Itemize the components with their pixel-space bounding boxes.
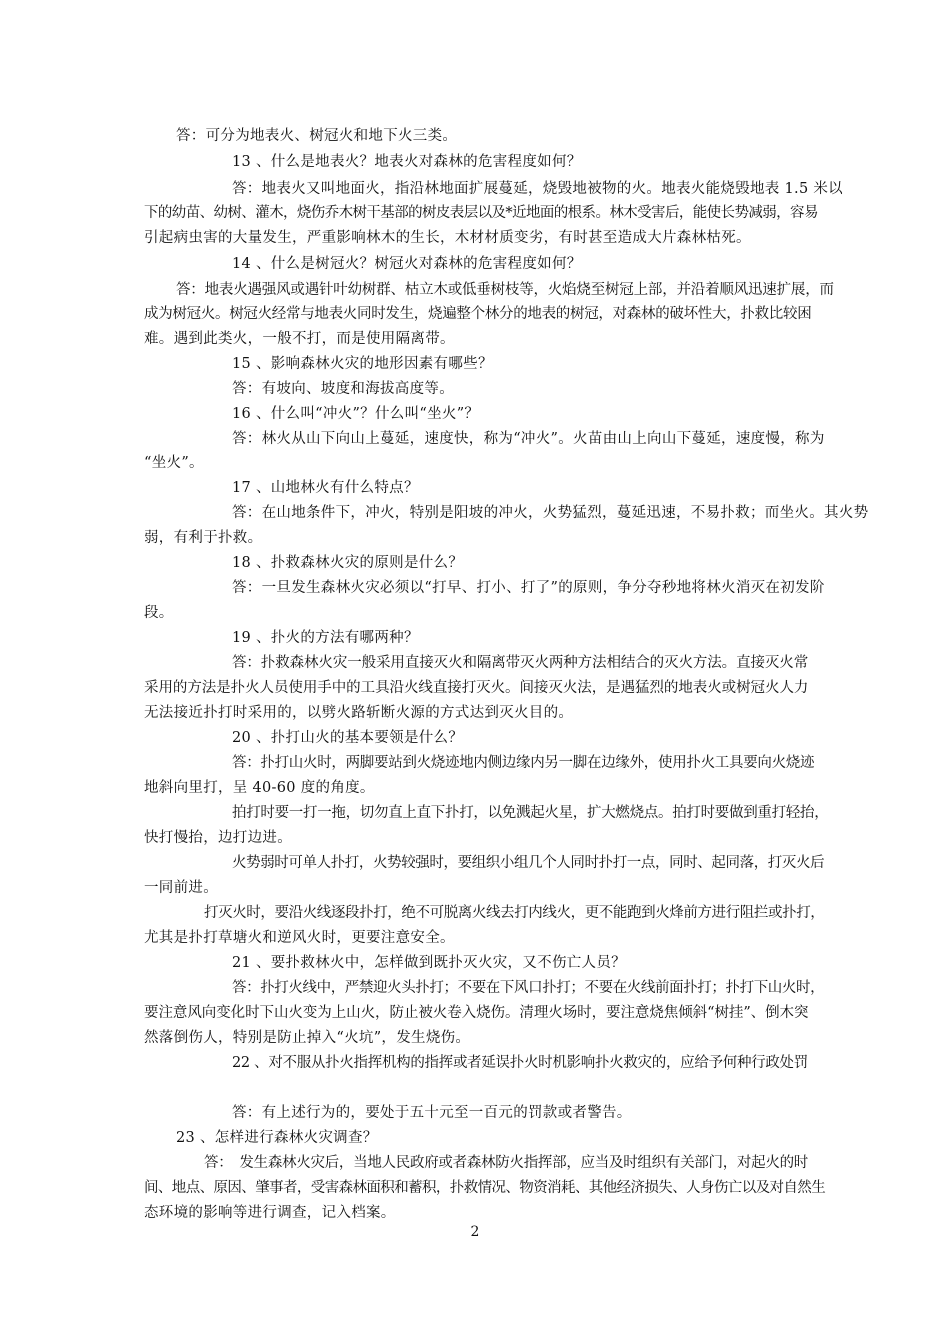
answer-17-line-1: 答：在山地条件下，冲火，特别是阳坡的冲火，火势猛烈，蔓延迅速，不易扑救；而坐火。其火势 xyxy=(232,505,869,521)
question-14: 14 、什么是树冠火？树冠火对森林的危害程度如何？ xyxy=(232,256,582,272)
question-20: 20 、扑打山火的基本要领是什么？ xyxy=(232,730,464,746)
answer-20-line-1: 答：扑打山火时，两脚要站到火烧迹地内侧边缘内另一脚在边缘外，使用扑火工具要向火烧迹 xyxy=(232,755,815,771)
answer-13-line-2: 下的幼苗、幼树、灌木，烧伤乔木树干基部的树皮表层以及*近地面的根系。林木受害后，能使长势减弱，容易 xyxy=(144,205,818,221)
answer-20-line-4: 快打慢抬，边打边进。 xyxy=(144,830,292,846)
answer-23-line-2: 间、地点、原因、肇事者，受害森林面积和蓄积，扑救情况、物资消耗、其他经济损失、人身伤亡以及对自然生 xyxy=(144,1180,826,1196)
answer-21-line-3: 然落倒伤人，特别是防止掉入“火坑”，发生烧伤。 xyxy=(144,1030,471,1046)
answer-14-line-3: 难。遇到此类火，一般不打，而是使用隔离带。 xyxy=(144,331,455,347)
question-22: 22 、对不服从扑火指挥机构的指挥或者延误扑火时机影响扑火救灾的，应给予何种行政处罚 xyxy=(232,1055,808,1071)
answer-15: 答：有坡向、坡度和海拔高度等。 xyxy=(232,381,454,397)
answer-20-line-5: 火势弱时可单人扑打，火势较强时，要组织小组几个人同时扑打一点，同时、起同落，打灭火后 xyxy=(232,855,825,871)
answer-23-line-3: 态环境的影响等进行调查，记入档案。 xyxy=(144,1205,396,1221)
answer-16-line-1: 答：林火从山下向山上蔓延，速度快，称为“冲火”。火苗由山上向山下蔓延，速度慢，称为 xyxy=(232,431,825,447)
answer-21-line-2: 要注意风向变化时下山火变为上山火，防止被火卷入烧伤。清理火场时，要注意烧焦倾斜“树挂”、倒木突 xyxy=(144,1005,808,1021)
answer-16-line-2: “坐火”。 xyxy=(144,455,204,471)
question-15: 15 、影响森林火灾的地形因素有哪些？ xyxy=(232,356,493,372)
answer-23-line-1: 答： 发生森林火灾后，当地人民政府或者森林防火指挥部，应当及时组织有关部门，对起火的时 xyxy=(204,1155,808,1171)
answer-20-line-7: 打灭火时，要沿火线逐段扑打，绝不可脱离火线去打内线火，更不能跑到火烽前方进行阻拦或扑打， xyxy=(204,905,825,921)
answer-20-line-8: 尤其是扑打草塘火和逆风火时，更要注意安全。 xyxy=(144,930,455,946)
answer-22: 答：有上述行为的，要处于五十元至一百元的罚款或者警告。 xyxy=(232,1105,632,1121)
page-number: 2 xyxy=(470,1224,480,1240)
answer-12: 答：可分为地表火、树冠火和地下火三类。 xyxy=(176,128,458,144)
answer-21-line-1: 答：扑打火线中，严禁迎火头扑打；不要在下风口扑打；不要在火线前面扑打；扑打下山火时， xyxy=(232,980,825,996)
answer-18-line-1: 答：一旦发生森林火灾必须以“打早、打小、打了”的原则，争分夺秒地将林火消灭在初发阶 xyxy=(232,580,825,596)
answer-20-line-2: 地斜向里打，呈 40-60 度的角度。 xyxy=(144,780,375,796)
answer-13-line-3: 引起病虫害的大量发生，严重影响林木的生长，木材材质变劣，有时甚至造成大片森林枯死。 xyxy=(144,230,751,246)
question-16: 16 、什么叫“冲火”？什么叫“坐火”？ xyxy=(232,406,480,422)
question-17: 17 、山地林火有什么特点？ xyxy=(232,480,419,496)
question-13: 13 、什么是地表火？地表火对森林的危害程度如何？ xyxy=(232,154,582,170)
question-21: 21 、要扑救林火中，怎样做到既扑灭火灾，又不伤亡人员？ xyxy=(232,955,626,971)
answer-19-line-2: 采用的方法是扑火人员使用手中的工具沿火线直接打灭火。间接灭火法，是遇猛烈的地表火或树冠火人力 xyxy=(144,680,808,696)
answer-19-line-1: 答：扑救森林火灾一般采用直接灭火和隔离带灭火两种方法相结合的灭火方法。直接灭火常 xyxy=(232,655,808,671)
answer-18-line-2: 段。 xyxy=(144,605,174,621)
answer-13-line-1: 答：地表火又叫地面火，指沿林地面扩展蔓延，烧毁地被物的火。地表火能烧毁地表 1.5 米以 xyxy=(232,181,843,197)
question-18: 18 、扑救森林火灾的原则是什么？ xyxy=(232,555,464,571)
question-23: 23 、怎样进行森林火灾调查？ xyxy=(176,1130,378,1146)
answer-14-line-2: 成为树冠火。树冠火经常与地表火同时发生，烧遍整个林分的地表的树冠，对森林的破坏性大，扑救比较困 xyxy=(144,306,812,322)
question-19: 19 、扑火的方法有哪两种？ xyxy=(232,630,419,646)
answer-20-line-3: 拍打时要一打一拖，切勿直上直下扑打，以免溅起火星，扩大燃烧点。拍打时要做到重打轻抬， xyxy=(232,805,829,821)
answer-17-line-2: 弱，有利于扑救。 xyxy=(144,530,263,546)
answer-20-line-6: 一同前进。 xyxy=(144,880,218,896)
answer-14-line-1: 答：地表火遇强风或遇针叶幼树群、枯立木或低垂树枝等，火焰烧至树冠上部，并沿着顺风迅速扩展，而 xyxy=(176,282,834,298)
answer-19-line-3: 无法接近扑打时采用的，以劈火路斩断火源的方式达到灭火目的。 xyxy=(144,705,574,721)
